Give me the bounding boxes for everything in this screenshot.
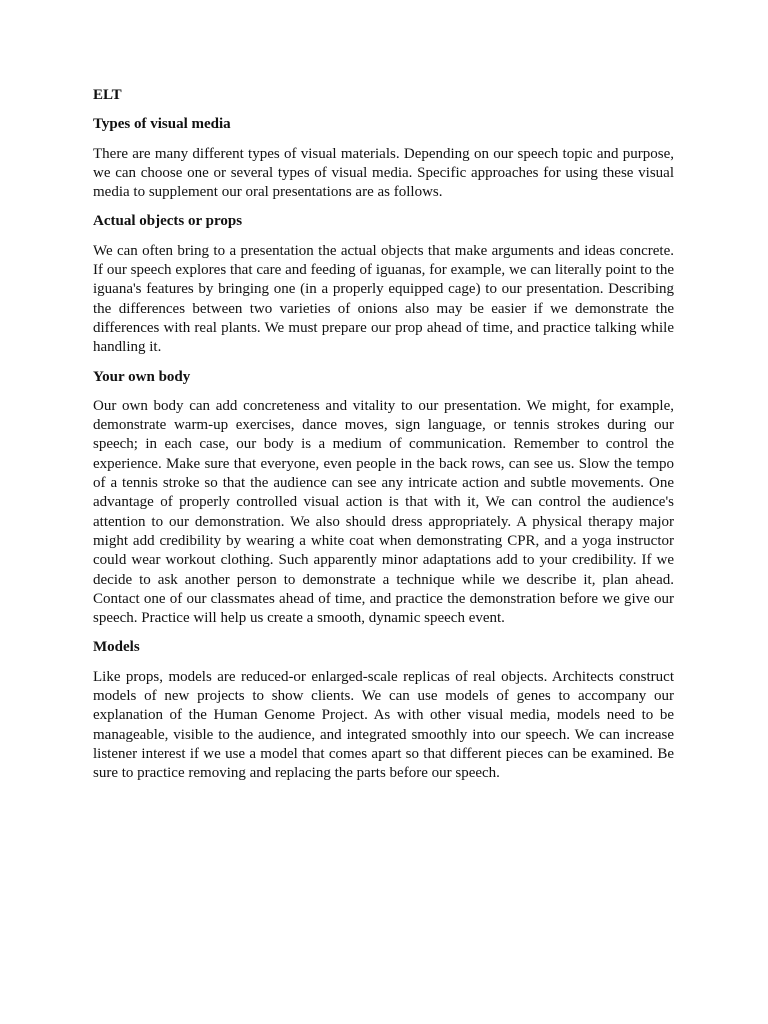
document-label: ELT bbox=[93, 87, 122, 103]
section-heading-models: Models bbox=[93, 639, 140, 656]
document-page bbox=[93, 86, 674, 794]
section-heading-your-own-body: Your own body bbox=[93, 368, 191, 385]
section-heading-types-of-visual-media: Types of visual media bbox=[93, 116, 231, 133]
section-body-actual-objects: We can often bring to a presentation the actual objects that make arguments and ideas concrete. If our speech explores that care and feeding of iguanas, for example, we can literally point to the iguana's features by bringing one (in a properly equipped cage) to our presentation. Describing the differences between two varieties of onions also may be easier if we demonstrate the differences with real plants. We must prepare our prop ahead of time, and practice talking while handling it. bbox=[93, 242, 674, 356]
section-body-models: Like props, models are reduced-or enlarged-scale replicas of real objects. Architects construct models of new projects to show clients. We can use models of genes to accompany our explanation of the Human Genome Project. As with other visual media, models need to be manageable, visible to the audience, and integrated smoothly into our speech. We can increase listener interest if we use a model that comes apart so that different pieces can be examined. Be sure to practice removing and replacing the parts before our speech. bbox=[93, 668, 674, 782]
section-heading-actual-objects: Actual objects or props bbox=[93, 213, 243, 230]
section-body-your-own-body: Our own body can add concreteness and vitality to our presentation. We might, for example, demonstrate warm-up exercises, dance moves, sign language, or tennis strokes during our speech; in each case, our body is a medium of communication. Remember to control the experience. Make sure that everyone, even people in the back rows, can see us. Slow the tempo of a tennis stroke so that the audience can see any intricate action and subtle movements. One advantage of properly controlled visual action is that with it, We can control the audience's attention to our demonstration. We also should dress appropriately. A physical therapy major might add credibility by wearing a white coat when demonstrating CPR, and a yoga instructor could wear workout clothing. Such apparently minor adaptations add to your credibility. If we decide to ask another person to demonstrate a technique while we describe it, plan ahead. Contact one of our classmates ahead of time, and practice the demonstration before we give our speech. Practice will help us create a smooth, dynamic speech event. bbox=[93, 397, 674, 627]
section-body-types-of-visual-media: There are many different types of visual materials. Depending on our speech topic and purpose, we can choose one or several types of visual media. Specific approaches for using these visual media to supplement our oral presentations are as follows. bbox=[93, 145, 674, 201]
